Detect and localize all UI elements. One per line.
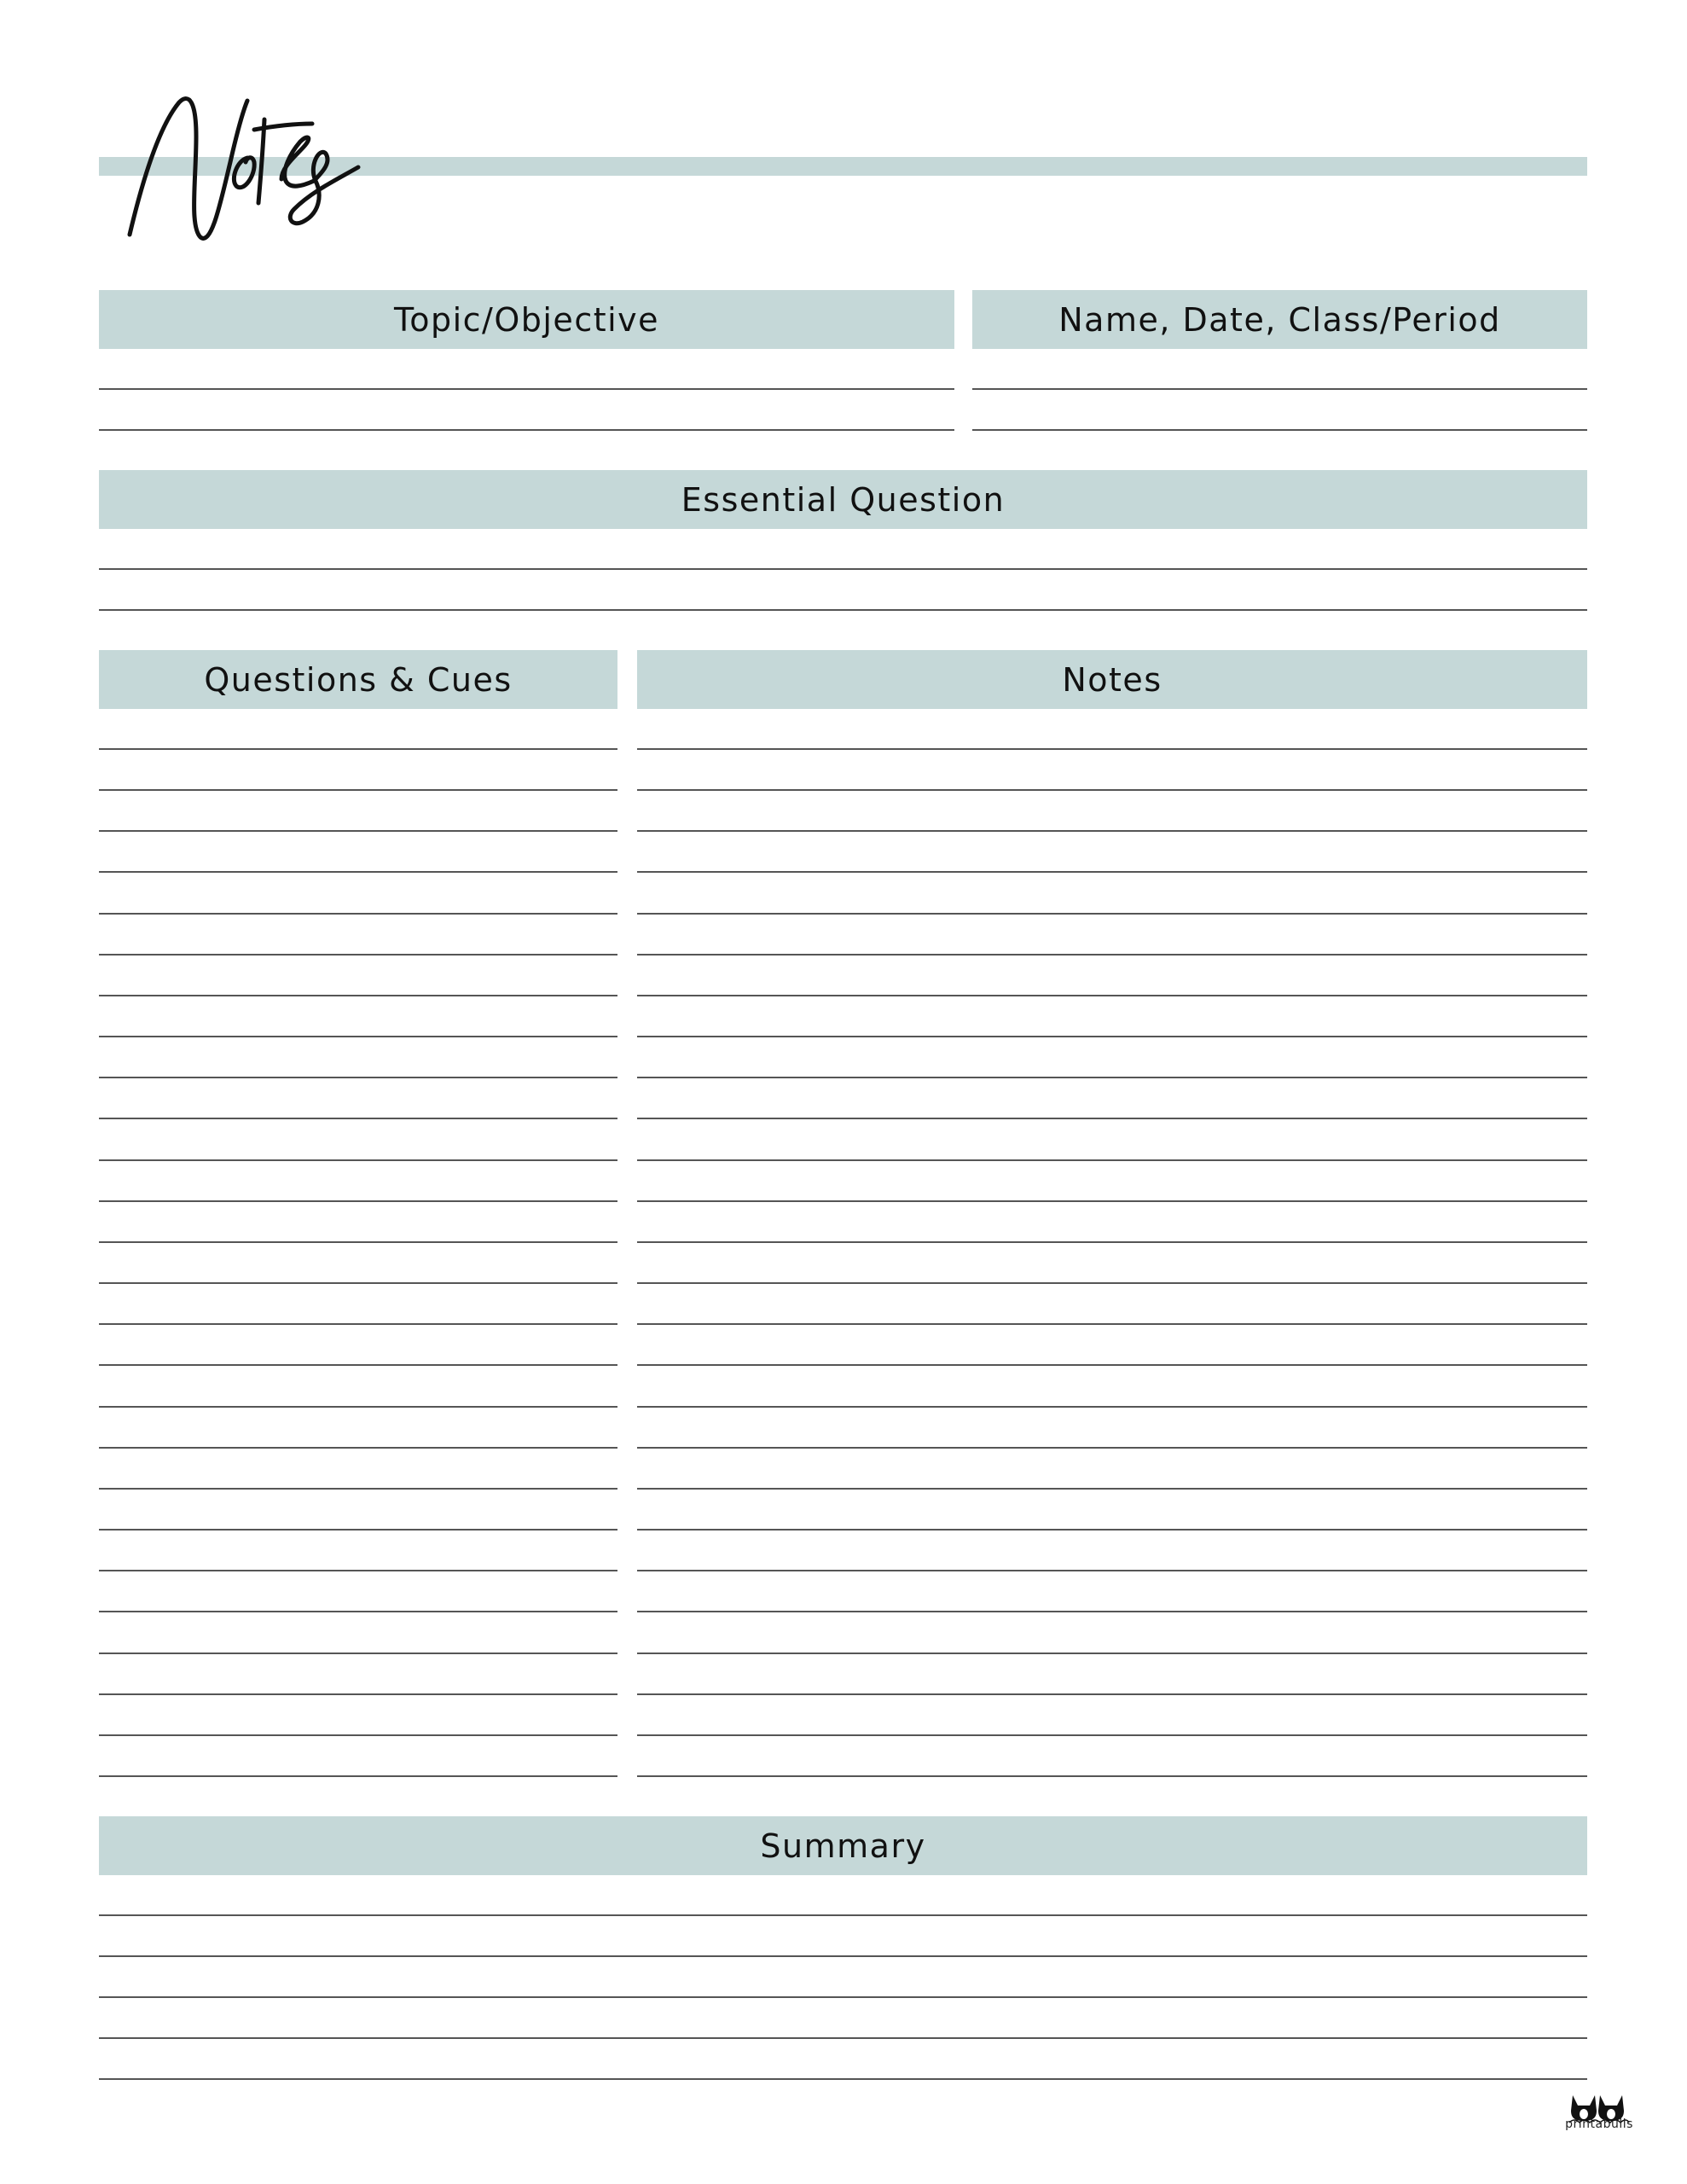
questions-cues-line-3[interactable] [99,830,617,832]
notes-line-17[interactable] [637,1406,1587,1408]
questions-cues-line-23[interactable] [99,1653,617,1654]
summary-header [99,1816,1587,1875]
questions-cues-line-16[interactable] [99,1364,617,1366]
questions-cues-header [99,650,617,709]
notes-line-10[interactable] [637,1118,1587,1119]
notes-line-5[interactable] [637,913,1587,915]
notes-script-title [111,85,384,256]
questions-cues-line-5[interactable] [99,913,617,915]
questions-cues-line-9[interactable] [99,1077,617,1078]
printabulls-brand-text: printabulls [1565,2117,1633,2131]
summary-line-1[interactable] [99,1914,1587,1916]
notes-line-2[interactable] [637,789,1587,791]
summary-line-2[interactable] [99,1955,1587,1957]
topic-objective-header [99,290,954,349]
notes-line-13[interactable] [637,1241,1587,1243]
notes-line-12[interactable] [637,1200,1587,1202]
notes-line-22[interactable] [637,1611,1587,1612]
questions-cues-line-2[interactable] [99,789,617,791]
notes-line-14[interactable] [637,1282,1587,1284]
essential-question-line-1[interactable] [99,568,1587,570]
questions-cues-line-21[interactable] [99,1570,617,1571]
questions-cues-line-25[interactable] [99,1734,617,1736]
summary-line-5[interactable] [99,2078,1587,2080]
questions-cues-line-19[interactable] [99,1488,617,1490]
questions-cues-line-13[interactable] [99,1241,617,1243]
name-date-line-1[interactable] [972,388,1587,390]
questions-cues-label: Questions & Cues [204,660,513,699]
notes-line-6[interactable] [637,954,1587,956]
questions-cues-line-18[interactable] [99,1447,617,1449]
questions-cues-line-1[interactable] [99,748,617,750]
notes-line-23[interactable] [637,1653,1587,1654]
name-date-class-label: Name, Date, Class/Period [1058,300,1501,339]
name-date-line-2[interactable] [972,429,1587,431]
notes-line-19[interactable] [637,1488,1587,1490]
essential-question-label: Essential Question [681,480,1006,519]
notes-line-16[interactable] [637,1364,1587,1366]
questions-cues-line-11[interactable] [99,1159,617,1161]
name-date-class-header [972,290,1587,349]
topic-line-2[interactable] [99,429,954,431]
notes-line-25[interactable] [637,1734,1587,1736]
notes-line-1[interactable] [637,748,1587,750]
notes-line-24[interactable] [637,1693,1587,1695]
notes-header [637,650,1587,709]
topic-line-1[interactable] [99,388,954,390]
notes-line-3[interactable] [637,830,1587,832]
notes-line-7[interactable] [637,995,1587,996]
questions-cues-line-4[interactable] [99,871,617,873]
questions-cues-line-12[interactable] [99,1200,617,1202]
notes-line-9[interactable] [637,1077,1587,1078]
notes-line-26[interactable] [637,1775,1587,1777]
notes-line-15[interactable] [637,1323,1587,1325]
questions-cues-line-17[interactable] [99,1406,617,1408]
questions-cues-line-20[interactable] [99,1529,617,1531]
questions-cues-line-22[interactable] [99,1611,617,1612]
essential-question-header [99,470,1587,529]
notes-line-18[interactable] [637,1447,1587,1449]
summary-line-3[interactable] [99,1996,1587,1998]
questions-cues-line-24[interactable] [99,1693,617,1695]
notes-line-21[interactable] [637,1570,1587,1571]
topic-objective-label: Topic/Objective [393,300,660,339]
notes-label: Notes [1062,660,1162,699]
questions-cues-line-15[interactable] [99,1323,617,1325]
questions-cues-line-7[interactable] [99,995,617,996]
questions-cues-line-6[interactable] [99,954,617,956]
notes-line-4[interactable] [637,871,1587,873]
notes-line-8[interactable] [637,1036,1587,1037]
summary-line-4[interactable] [99,2037,1587,2039]
notes-line-11[interactable] [637,1159,1587,1161]
questions-cues-line-14[interactable] [99,1282,617,1284]
summary-label: Summary [760,1827,926,1865]
essential-question-line-2[interactable] [99,609,1587,611]
questions-cues-line-26[interactable] [99,1775,617,1777]
notes-line-20[interactable] [637,1529,1587,1531]
questions-cues-line-8[interactable] [99,1036,617,1037]
questions-cues-line-10[interactable] [99,1118,617,1119]
